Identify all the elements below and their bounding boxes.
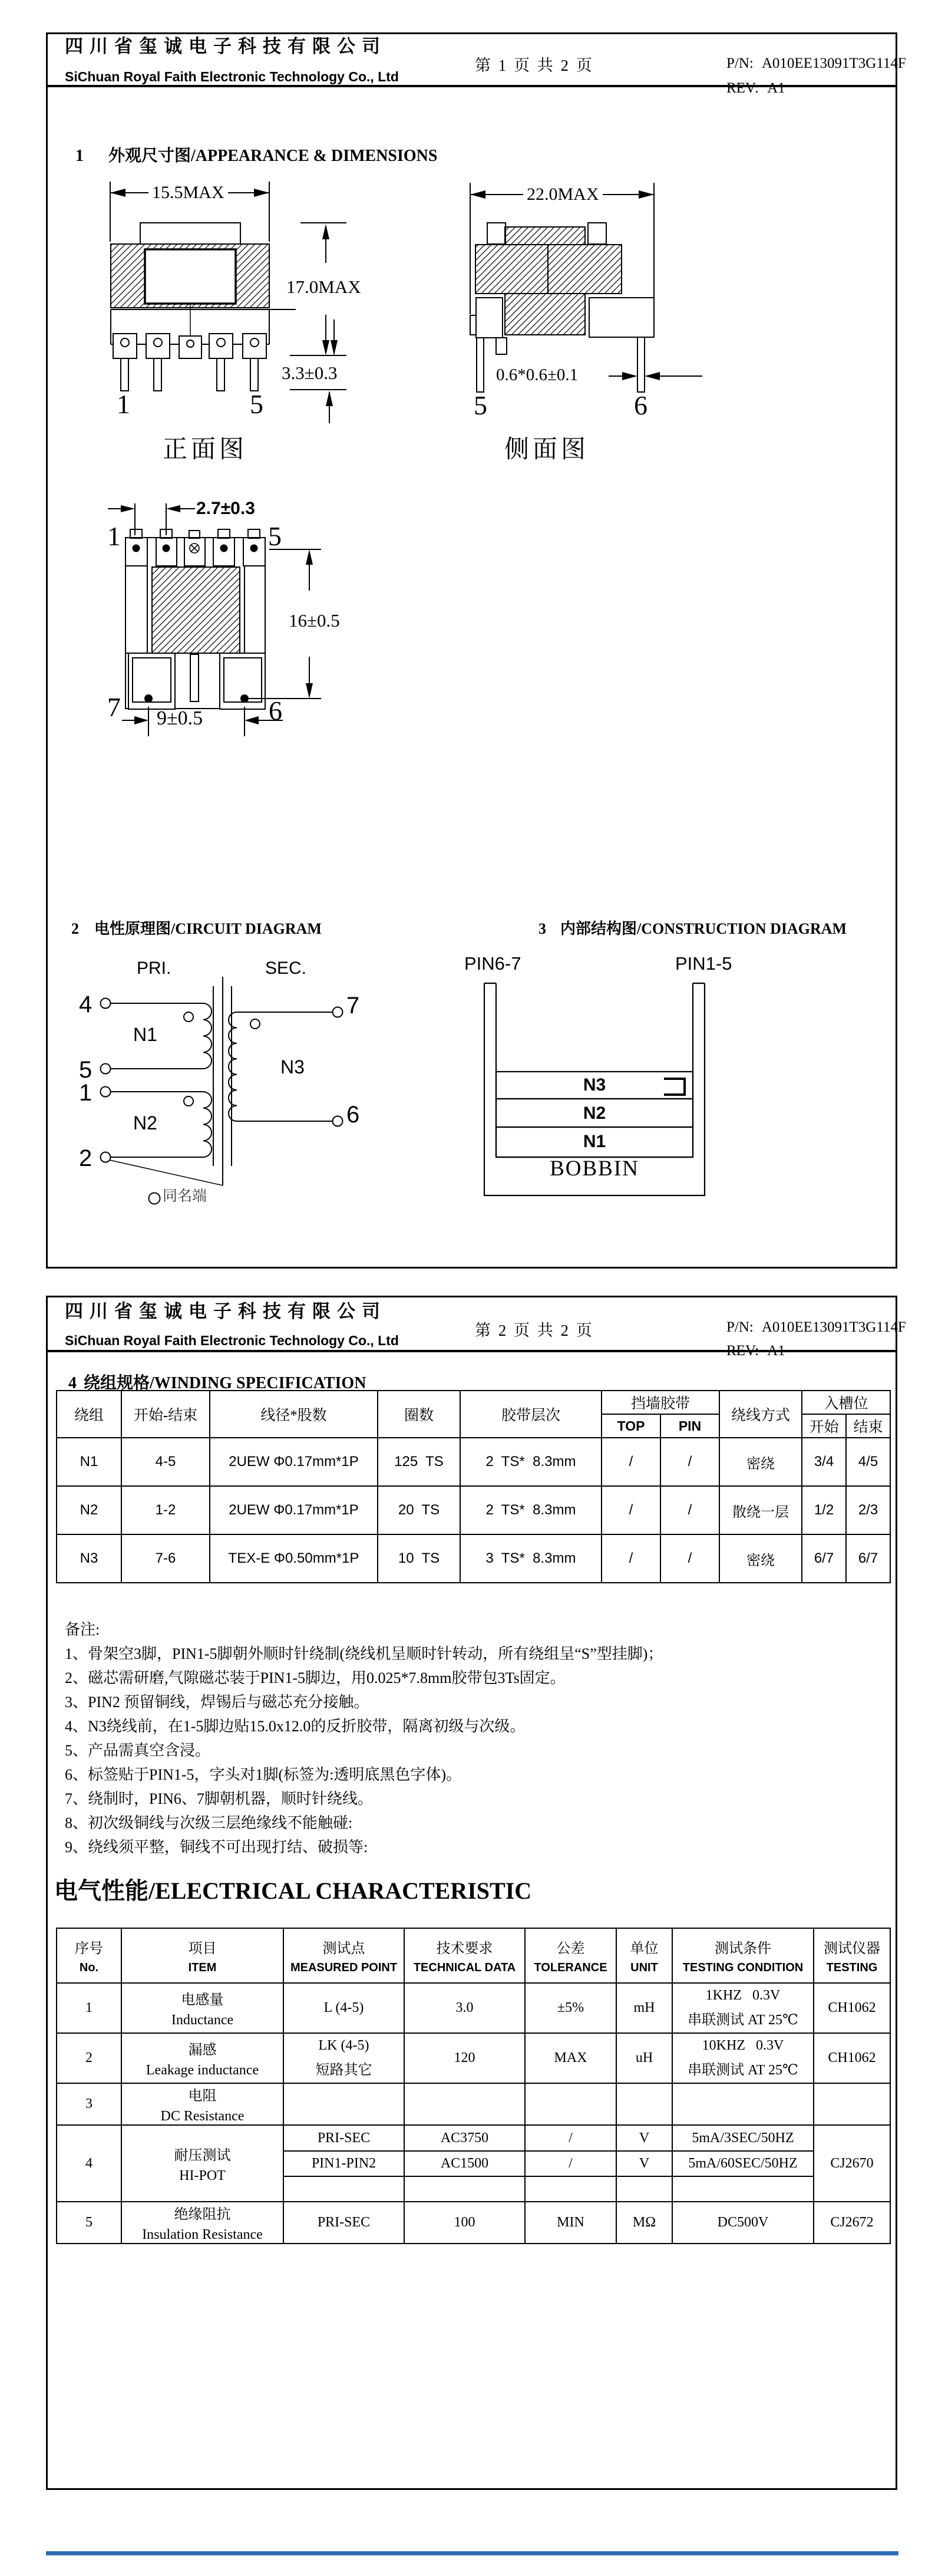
e-cell: AC3750 — [404, 2125, 525, 2151]
circuit-n2-label: N2 — [133, 1112, 157, 1134]
construction-layer-n2: N2 — [583, 1103, 606, 1123]
w-cell: 20 TS — [378, 1486, 460, 1534]
bottom-height-dim: 16±0.5 — [289, 610, 340, 631]
note-line-3: 3、PIN2 预留铜线，焊锡后与磁芯充分接触。 — [65, 1694, 369, 1711]
rev-label: REV: — [726, 80, 759, 96]
circuit-pin5-label: 5 — [79, 1057, 92, 1083]
side-pin6-label: 6 — [634, 390, 647, 420]
e-cell: L (4-5) — [283, 1983, 404, 2033]
side-pin-dim: 0.6*0.6±0.1 — [493, 365, 582, 384]
pn-label: P/N: — [726, 55, 754, 71]
side-view-drawing — [436, 177, 778, 398]
wh-slot-end: 结束 — [846, 1414, 890, 1438]
circuit-pin4-label: 4 — [79, 991, 92, 1017]
w-cell: 2UEW Φ0.17mm*1P — [210, 1486, 378, 1534]
elec-row-insulation — [57, 2202, 890, 2244]
winding-row-n3 — [57, 1534, 890, 1583]
e-cell-empty — [616, 2083, 672, 2125]
bottom-width-dim: 9±0.5 — [157, 707, 203, 729]
section2-heading — [56, 903, 322, 954]
side-view-caption: 侧面图 — [504, 436, 590, 463]
bottom-view-drawing — [88, 502, 424, 750]
e-cell: 5 — [57, 2202, 121, 2244]
page-number-p2: 第 2 页 共 2 页 — [475, 1322, 594, 1339]
e-cell: 5mA/60SEC/50HZ — [672, 2151, 814, 2176]
w-cell: 散绕一层 — [719, 1486, 802, 1534]
w-cell: 4-5 — [121, 1438, 210, 1486]
e-cell: V — [616, 2151, 672, 2176]
w-cell: 125 TS — [378, 1438, 460, 1486]
bottom-pitch-dim: 2.7±0.3 — [196, 499, 255, 518]
w-cell: 1-2 — [121, 1486, 210, 1534]
bottom-pin5-label: 5 — [268, 521, 282, 551]
circuit-pin2-label: 2 — [79, 1145, 92, 1171]
e-cell: AC1500 — [404, 2151, 525, 2176]
e-cell: 3 — [57, 2083, 121, 2125]
e-cell: CJ2672 — [814, 2202, 890, 2244]
note-line-5: 5、产品需真空含浸。 — [65, 1742, 211, 1759]
e-cell: ±5% — [525, 1983, 616, 2033]
e-cell: PRI-SEC — [283, 2202, 404, 2244]
w-cell: N1 — [57, 1438, 121, 1486]
pn-value-p2: A010EE13091T3G114F — [761, 1319, 906, 1335]
eh-tol: 公差 TOLERANCE — [525, 1928, 616, 1983]
circuit-sec-label: SEC. — [265, 958, 307, 978]
section2-title: 电性原理图/CIRCUIT DIAGRAM — [94, 920, 322, 938]
e-cell: uH — [616, 2033, 672, 2083]
winding-row-n1 — [57, 1438, 890, 1486]
footer-blue-line — [46, 2551, 898, 2555]
pn-label-p2: P/N: — [726, 1319, 754, 1335]
bottom-pin1-label: 1 — [107, 521, 121, 551]
notes-label: 备注: — [65, 1621, 100, 1638]
e-cell: / — [525, 2151, 616, 2176]
e-cell: 1 — [57, 1983, 121, 2033]
e-cell-empty — [672, 2176, 814, 2202]
eh-inst: 测试仪器 TESTING — [814, 1928, 890, 1983]
circuit-pin6-label: 6 — [346, 1102, 360, 1128]
elec-row-inductance — [57, 1983, 890, 2033]
pn-value: A010EE13091T3G114F — [761, 55, 906, 71]
circuit-pri-label: PRI. — [137, 958, 171, 978]
construction-layer-n1: N1 — [583, 1132, 606, 1151]
e-cell: PRI-SEC — [283, 2125, 404, 2151]
rev-label-p2: REV: — [726, 1343, 759, 1359]
e-cell: 绝缘阻抗 Insulation Resistance — [121, 2202, 283, 2244]
company-name-cn-p2: 四川省玺诚电子科技有限公司 — [65, 1301, 386, 1322]
w-cell: 7-6 — [121, 1534, 210, 1583]
circuit-pin7-label: 7 — [346, 993, 360, 1019]
w-cell: 1/2 — [802, 1486, 846, 1534]
note-line-6: 6、标签贴于PIN1-5，字头对1脚(标签为:透明底黑色字体)。 — [65, 1766, 462, 1783]
w-cell: 3/4 — [802, 1438, 846, 1486]
e-cell: MAX — [525, 2033, 616, 2083]
construction-diagram — [477, 976, 831, 1223]
front-width-dim: 15.5MAX — [148, 183, 228, 203]
eh-cond: 测试条件 TESTING CONDITION — [672, 1928, 814, 1983]
circuit-n3-label: N3 — [280, 1056, 305, 1078]
eh-unit: 单位 UNIT — [616, 1928, 672, 1983]
section1-number: 1 — [75, 147, 84, 166]
w-cell: 10 TS — [378, 1534, 460, 1583]
eh-no: 序号 No. — [57, 1928, 121, 1983]
rev-value: A1 — [767, 80, 785, 96]
e-cell: 100 — [404, 2202, 525, 2244]
w-cell: / — [602, 1438, 660, 1486]
construction-pin15-label: PIN1-5 — [675, 953, 732, 974]
note-line-2: 2、磁芯需研磨,气隙磁芯装于PIN1-5脚边，用0.025*7.8mm胶带包3Ts固定。 — [65, 1669, 566, 1686]
w-cell: 2/3 — [846, 1486, 890, 1534]
e-cell-empty — [283, 2083, 404, 2125]
e-cell-empty — [525, 2176, 616, 2202]
section3-title: 内部结构图/CONSTRUCTION DIAGRAM — [560, 920, 847, 938]
elec-row-hipot-a — [57, 2125, 890, 2151]
e-cell: DC500V — [672, 2202, 814, 2244]
e-cell-empty — [672, 2083, 814, 2125]
bottom-pin6-label: 6 — [269, 696, 282, 726]
front-pin1-label: 1 — [117, 389, 130, 419]
e-cell: LK (4-5) 短路其它 — [283, 2033, 404, 2083]
front-pin-length-dim: 3.3±0.3 — [282, 363, 338, 383]
wh-margin-tape: 挡墙胶带 — [602, 1391, 719, 1414]
electrical-title: 电气性能/ELECTRICAL CHARACTERISTIC — [54, 1877, 532, 1904]
w-cell: N2 — [57, 1486, 121, 1534]
electrical-table — [56, 1928, 891, 2244]
e-cell: MΩ — [616, 2202, 672, 2244]
construction-pin67-label: PIN6-7 — [464, 953, 521, 974]
wh-tape: 胶带层次 — [460, 1391, 602, 1438]
w-cell: N3 — [57, 1534, 121, 1583]
wh-turns: 圈数 — [378, 1391, 460, 1438]
w-cell: 2UEW Φ0.17mm*1P — [210, 1438, 378, 1486]
circuit-dot-legend: 同名端 — [163, 1188, 207, 1204]
e-cell: 120 — [404, 2033, 525, 2083]
section1-title: 外观尺寸图/APPEARANCE & DIMENSIONS — [108, 147, 438, 166]
w-cell: / — [660, 1486, 719, 1534]
e-cell: mH — [616, 1983, 672, 2033]
page-number-p1: 第 1 页 共 2 页 — [475, 57, 594, 74]
e-cell: 电阻 DC Resistance — [121, 2083, 283, 2125]
wh-winding: 绕组 — [57, 1391, 121, 1438]
front-height-dim: 17.0MAX — [286, 276, 361, 297]
e-cell: 3.0 — [404, 1983, 525, 2033]
company-name-en: SiChuan Royal Faith Electronic Technology Co., Ltd — [65, 69, 399, 84]
e-cell: 4 — [57, 2125, 121, 2202]
w-cell: / — [660, 1438, 719, 1486]
circuit-n1-label: N1 — [133, 1024, 157, 1045]
w-cell: 3 TS* 8.3mm — [460, 1534, 602, 1583]
section1-heading — [59, 129, 437, 184]
note-line-7: 7、绕制时，PIN6、7脚朝机器，顺时针绕线。 — [65, 1790, 373, 1807]
wh-pin: PIN — [660, 1414, 719, 1438]
revision-p2 — [712, 1326, 785, 1376]
section4-title: 绕组规格/WINDING SPECIFICATION — [84, 1374, 366, 1393]
e-cell: CH1062 — [814, 1983, 890, 2033]
wh-range: 开始-结束 — [121, 1391, 210, 1438]
wh-wire: 线径*股数 — [210, 1391, 378, 1438]
e-cell: PIN1-PIN2 — [283, 2151, 404, 2176]
wh-slot: 入槽位 — [802, 1391, 890, 1414]
w-cell: / — [602, 1486, 660, 1534]
w-cell: 密绕 — [719, 1534, 802, 1583]
elec-row-dcr — [57, 2083, 890, 2125]
w-cell: 6/7 — [802, 1534, 846, 1583]
e-cell: 1KHZ 0.3V 串联测试 AT 25℃ — [672, 1983, 814, 2033]
note-line-4: 4、N3绕线前，在1-5脚边贴15.0x12.0的反折胶带，隔离初级与次级。 — [65, 1718, 526, 1735]
eh-item: 项目 ITEM — [121, 1928, 283, 1983]
e-cell: CJ2670 — [814, 2125, 890, 2202]
e-cell: 电感量 Inductance — [121, 1983, 283, 2033]
w-cell: TEX-E Φ0.50mm*1P — [210, 1534, 378, 1583]
wh-method: 绕线方式 — [719, 1391, 802, 1438]
note-line-1: 1、骨架空3脚，PIN1-5脚朝外顺时针绕制(绕线机呈顺时针转动，所有绕组呈“S”型挂脚)； — [65, 1645, 663, 1662]
w-cell: 4/5 — [846, 1438, 890, 1486]
section4-number: 4 — [68, 1374, 77, 1393]
front-pin5-label: 5 — [250, 389, 263, 419]
rev-value-p2: A1 — [767, 1343, 785, 1359]
w-cell: 密绕 — [719, 1438, 802, 1486]
e-cell-empty — [814, 2083, 890, 2125]
wh-top: TOP — [602, 1414, 660, 1438]
w-cell: / — [660, 1534, 719, 1583]
w-cell: 2 TS* 8.3mm — [460, 1438, 602, 1486]
e-cell: CH1062 — [814, 2033, 890, 2083]
construction-layer-n3: N3 — [583, 1075, 606, 1095]
bottom-pin7-label: 7 — [107, 692, 121, 722]
eh-point: 测试点 MEASURED POINT — [283, 1928, 404, 1983]
winding-row-n2 — [57, 1486, 890, 1534]
w-cell: / — [602, 1534, 660, 1583]
winding-table — [56, 1390, 891, 1583]
front-view-drawing — [82, 177, 365, 424]
side-pin5-label: 5 — [474, 390, 487, 420]
wh-slot-start: 开始 — [802, 1414, 846, 1438]
e-cell-empty — [404, 2083, 525, 2125]
e-cell: 5mA/3SEC/50HZ — [672, 2125, 814, 2151]
front-view-caption: 正面图 — [163, 436, 248, 463]
e-cell-empty — [283, 2176, 404, 2202]
e-cell: 10KHZ 0.3V 串联测试 AT 25℃ — [672, 2033, 814, 2083]
e-cell: 耐压测试 HI-POT — [121, 2125, 283, 2202]
elec-header-row — [57, 1928, 890, 1983]
note-line-8: 8、初次级铜线与次级三层绝缘线不能触碰: — [65, 1814, 353, 1831]
e-cell-empty — [616, 2176, 672, 2202]
notes-block — [65, 1618, 663, 1859]
eh-data: 技术要求 TECHNICAL DATA — [404, 1928, 525, 1983]
e-cell: 漏感 Leakage inductance — [121, 2033, 283, 2083]
side-width-dim: 22.0MAX — [523, 185, 603, 205]
construction-bobbin-label: BOBBIN — [550, 1157, 639, 1181]
elec-row-leakage — [57, 2033, 890, 2083]
e-cell: / — [525, 2125, 616, 2151]
company-name-en-p2: SiChuan Royal Faith Electronic Technology Co., Ltd — [65, 1333, 399, 1348]
e-cell: MIN — [525, 2202, 616, 2244]
section3-heading — [523, 903, 847, 954]
company-name-cn: 四川省玺诚电子科技有限公司 — [65, 36, 386, 57]
e-cell-empty — [525, 2083, 616, 2125]
circuit-pin1-label: 1 — [79, 1080, 92, 1106]
section3-number: 3 — [538, 920, 546, 938]
w-cell: 2 TS* 8.3mm — [460, 1486, 602, 1534]
e-cell-empty — [404, 2176, 525, 2202]
note-line-9: 9、绕线须平整，铜线不可出现打结、破损等: — [65, 1839, 368, 1856]
e-cell: 2 — [57, 2033, 121, 2083]
section2-number: 2 — [71, 920, 79, 938]
revision-p1 — [712, 64, 785, 113]
w-cell: 6/7 — [846, 1534, 890, 1583]
e-cell: V — [616, 2125, 672, 2151]
